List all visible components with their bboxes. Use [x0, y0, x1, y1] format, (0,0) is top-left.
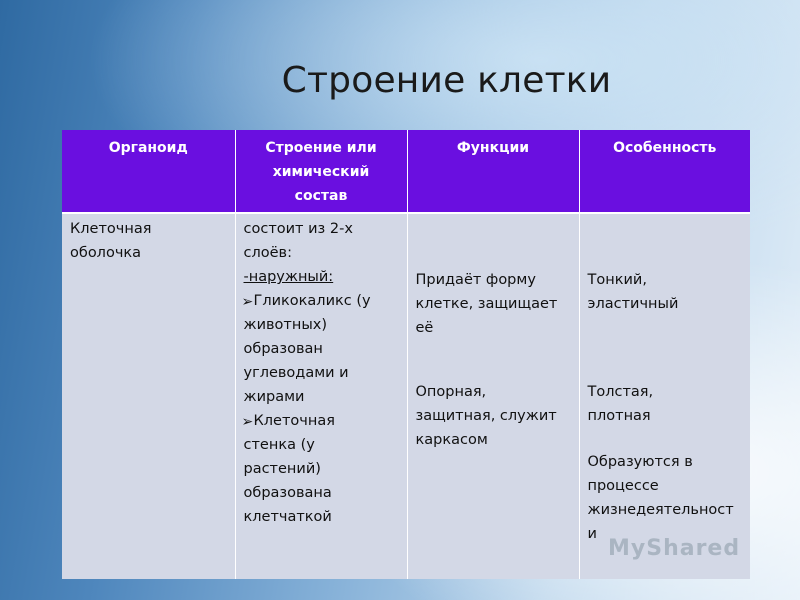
header-functions: Функции: [407, 130, 579, 213]
cell-features: Тонкий, эластичный Толстая, плотная Образуются в процессе жизнедеятельност и: [579, 213, 750, 579]
cell-organoid: Клеточная оболочка: [62, 213, 235, 579]
cell-functions: Придаёт форму клетке, защищает её Опорная, защитная, служит каркасом: [407, 213, 579, 579]
header-organoid: Органоид: [62, 130, 235, 213]
cell-structure-table: [62, 130, 750, 579]
table-header-row: [62, 130, 750, 213]
table-row: [62, 213, 750, 579]
outer-layer-label: -наружный:: [243, 269, 334, 285]
arrow-bullet-icon: ➢: [241, 294, 254, 310]
list-item: ➢ Клеточная стенка (у растений) образована клетчаткой: [244, 409, 399, 529]
list-item: ➢ Гликокаликс (у животных) образован углеводами и жирами: [244, 289, 399, 409]
header-features: Особенность: [579, 130, 750, 213]
watermark-logo: MyShared: [608, 536, 741, 561]
header-structure: Строение или химический состав: [235, 130, 407, 213]
slide-title: Строение клетки: [281, 60, 612, 101]
arrow-bullet-icon: ➢: [241, 414, 254, 430]
cell-structure: состоит из 2-х слоёв: -наружный: ➢ Гликокаликс (у животных) образован углеводами и жирами ➢ Клеточная стенка (у растений) образована клетчаткой: [235, 213, 407, 579]
